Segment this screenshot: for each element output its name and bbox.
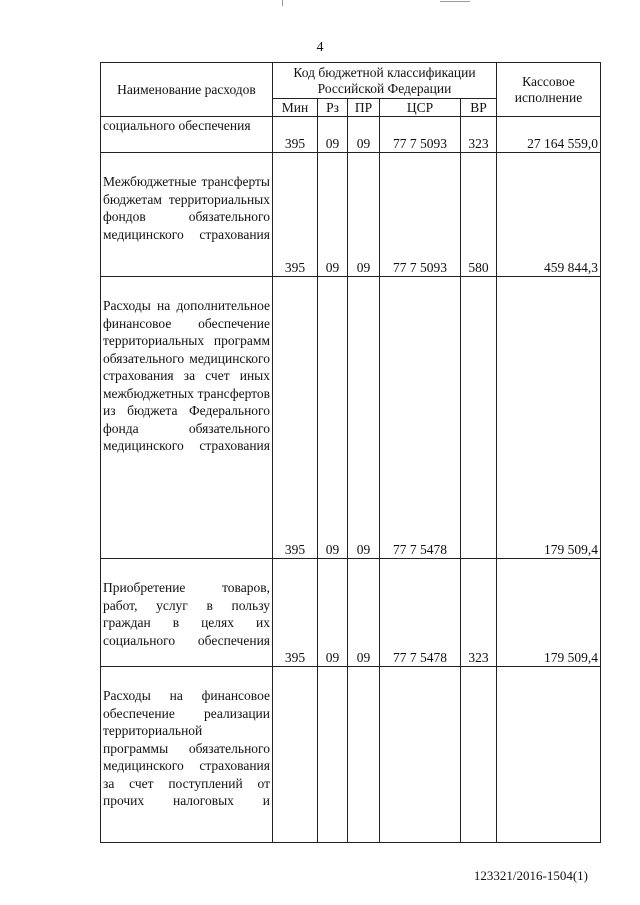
table-row [101, 667, 601, 843]
row-amount: 459 844,3 [497, 153, 601, 277]
row-min: 395 [273, 153, 318, 277]
header-pr: ПР [348, 99, 380, 117]
row-name: Межбюджетные трансферты бюджетам территориальных фондов обязательного медицинского страхования [101, 153, 273, 277]
row-amount [497, 667, 601, 843]
row-pr: 09 [348, 277, 380, 559]
page-number: 4 [316, 40, 324, 55]
row-name: социального обеспечения [101, 117, 273, 153]
row-min: 395 [273, 117, 318, 153]
row-name: Приобретение товаров, работ, услуг в пользу граждан в целях их социального обеспечения [101, 559, 273, 667]
document-number: 123321/2016-1504(1) [473, 868, 588, 883]
header-min: Мин [273, 99, 318, 117]
row-vr: 580 [461, 153, 497, 277]
row-vr [461, 667, 497, 843]
row-csr [380, 667, 461, 843]
row-min [273, 667, 318, 843]
row-name: Расходы на финансовое обеспечение реализации территориальной программы обязательного медицинского страхования за счет поступлений от прочих налоговых и [101, 667, 273, 843]
row-csr: 77 7 5093 [380, 117, 461, 153]
header-rz: Рз [318, 99, 348, 117]
row-rz [318, 667, 348, 843]
table-row [101, 153, 601, 277]
table-row [101, 277, 601, 559]
row-vr: 323 [461, 117, 497, 153]
row-rz: 09 [318, 117, 348, 153]
row-pr: 09 [348, 153, 380, 277]
budget-table [100, 62, 601, 843]
table-row [101, 559, 601, 667]
row-amount: 27 164 559,0 [497, 117, 601, 153]
header-code-group: Код бюджетной классификации Российской Федерации [273, 63, 497, 99]
row-vr: 323 [461, 559, 497, 667]
header-csr: ЦСР [380, 99, 461, 117]
row-rz: 09 [318, 153, 348, 277]
row-pr [348, 667, 380, 843]
row-csr: 77 7 5478 [380, 277, 461, 559]
row-min: 395 [273, 277, 318, 559]
table-row [101, 117, 601, 153]
row-min: 395 [273, 559, 318, 667]
header-name: Наименование расходов [101, 63, 273, 117]
row-name: Расходы на дополнительное финансовое обеспечение территориальных программ обязательного медицинского страхования за счет иных межбюджетных трансфертов из бюджета Федерального фонда обязательного медицинского страхования [101, 277, 273, 559]
row-csr: 77 7 5478 [380, 559, 461, 667]
row-pr: 09 [348, 117, 380, 153]
row-rz: 09 [318, 277, 348, 559]
row-amount: 179 509,4 [497, 559, 601, 667]
header-amount: Кассовое исполнение [497, 63, 601, 117]
row-csr: 77 7 5093 [380, 153, 461, 277]
row-pr: 09 [348, 559, 380, 667]
row-rz: 09 [318, 559, 348, 667]
row-vr [461, 277, 497, 559]
row-amount: 179 509,4 [497, 277, 601, 559]
header-vr: ВР [461, 99, 497, 117]
